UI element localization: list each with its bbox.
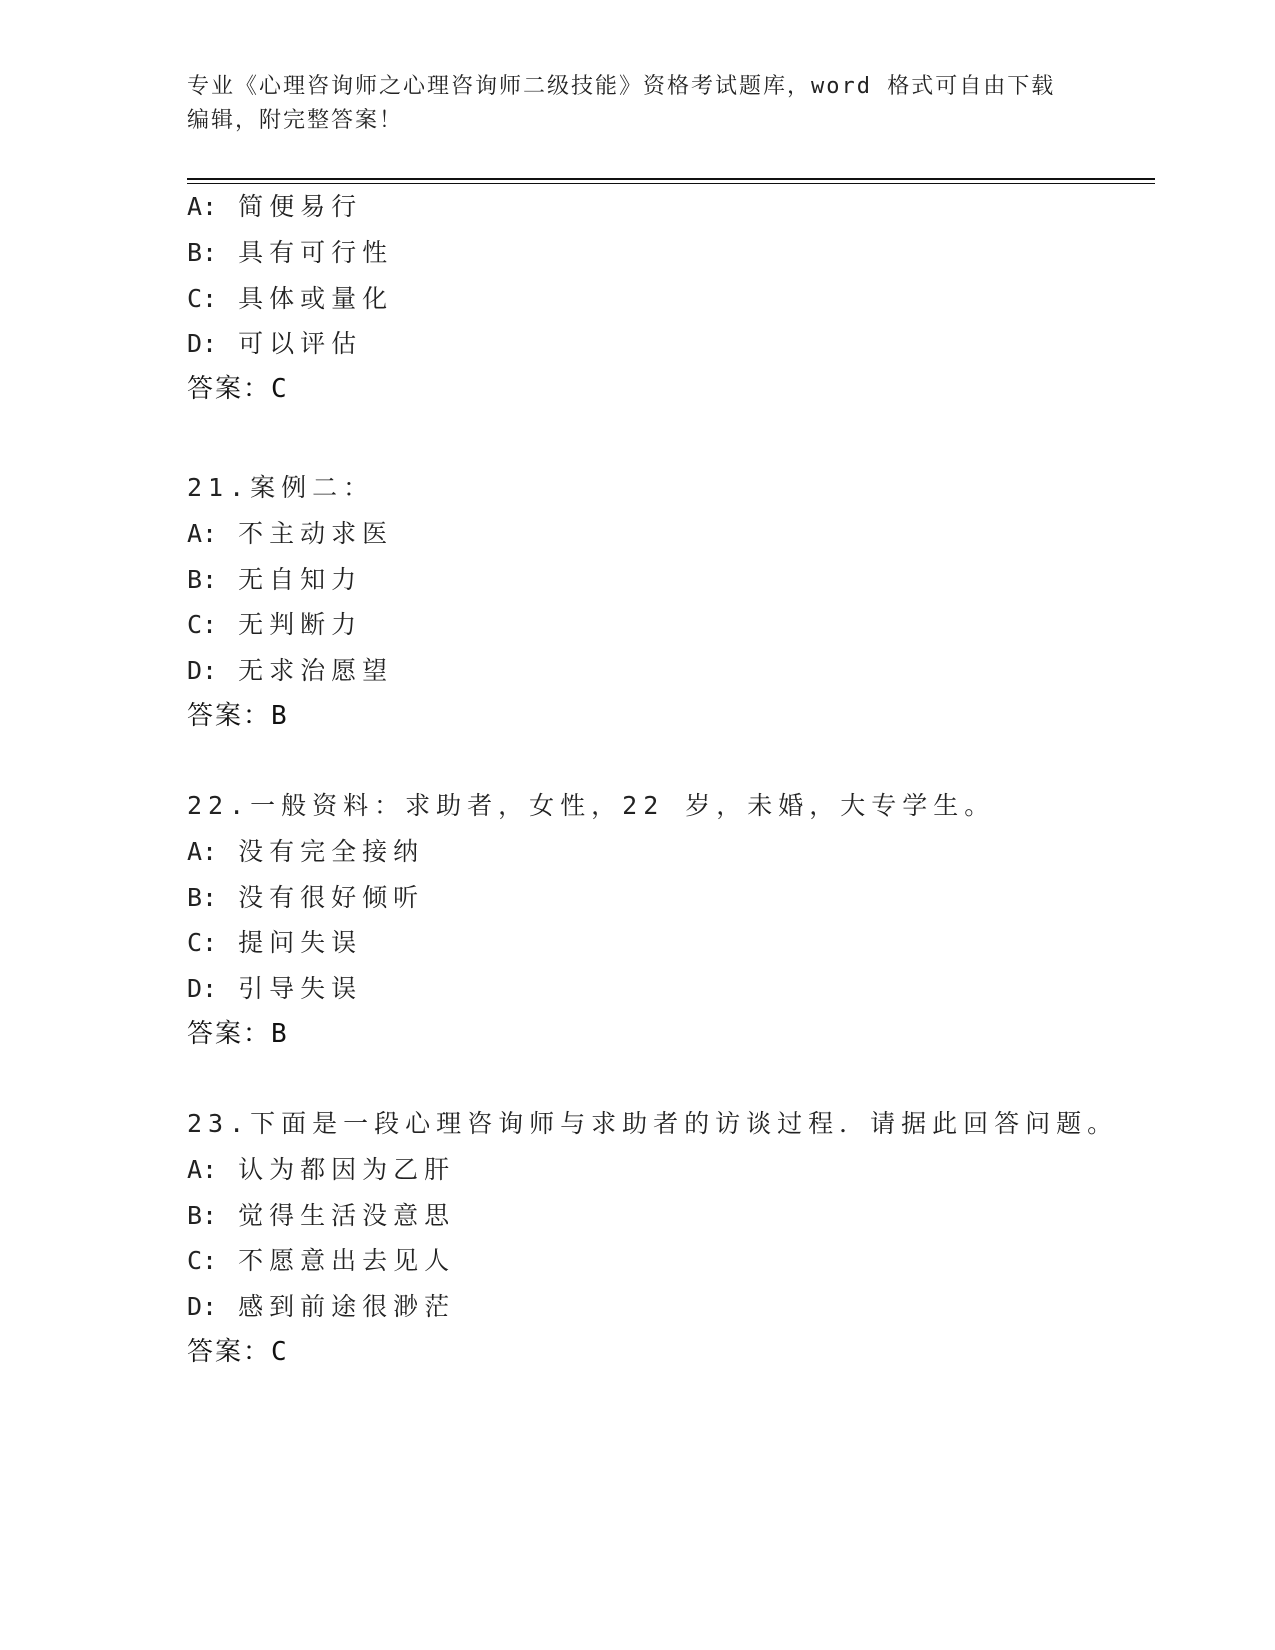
question-text: 23.下面是一段心理咨询师与求助者的访谈过程．请据此回答问题。	[187, 1109, 1119, 1138]
option-a: A: 简便易行	[187, 192, 363, 221]
option-c: C: 不愿意出去见人	[187, 1246, 456, 1276]
question-block-23	[187, 1101, 1167, 1376]
question-block-21	[187, 465, 1167, 740]
question-block-continued	[187, 184, 1167, 413]
question-block-22	[187, 783, 1167, 1058]
option-d: D: 感到前途很渺茫	[187, 1292, 456, 1322]
header-line-2: 编辑，附完整答案！	[187, 108, 404, 133]
answer-line: 答案：B	[187, 700, 287, 731]
option-b: B: 没有很好倾听	[187, 882, 425, 912]
option-a: A: 没有完全接纳	[187, 836, 425, 866]
document-header	[187, 70, 1087, 138]
question-text: 21.案例二：	[187, 473, 375, 502]
option-c: C: 具体或量化	[187, 283, 394, 313]
header-line-1: 专业《心理咨询师之心理咨询师二级技能》资格考试题库，word 格式可自由下载	[187, 74, 1056, 99]
option-b: B: 具有可行性	[187, 237, 394, 267]
header-divider-thick	[187, 178, 1155, 180]
answer-line: 答案：C	[187, 1336, 287, 1367]
option-c: C: 无判断力	[187, 610, 363, 640]
option-b: B: 无自知力	[187, 564, 363, 594]
option-d: D: 无求治愿望	[187, 656, 394, 686]
option-c: C: 提问失误	[187, 928, 363, 958]
option-d: D: 引导失误	[187, 974, 363, 1004]
answer-line: 答案：C	[187, 374, 287, 405]
option-d: D: 可以评估	[187, 329, 363, 359]
option-a: A: 认为都因为乙肝	[187, 1154, 456, 1184]
answer-line: 答案：B	[187, 1018, 287, 1049]
question-text: 22.一般资料：求助者，女性，22 岁，未婚，大专学生。	[187, 791, 996, 820]
option-a: A: 不主动求医	[187, 518, 394, 548]
option-b: B: 觉得生活没意思	[187, 1200, 456, 1230]
